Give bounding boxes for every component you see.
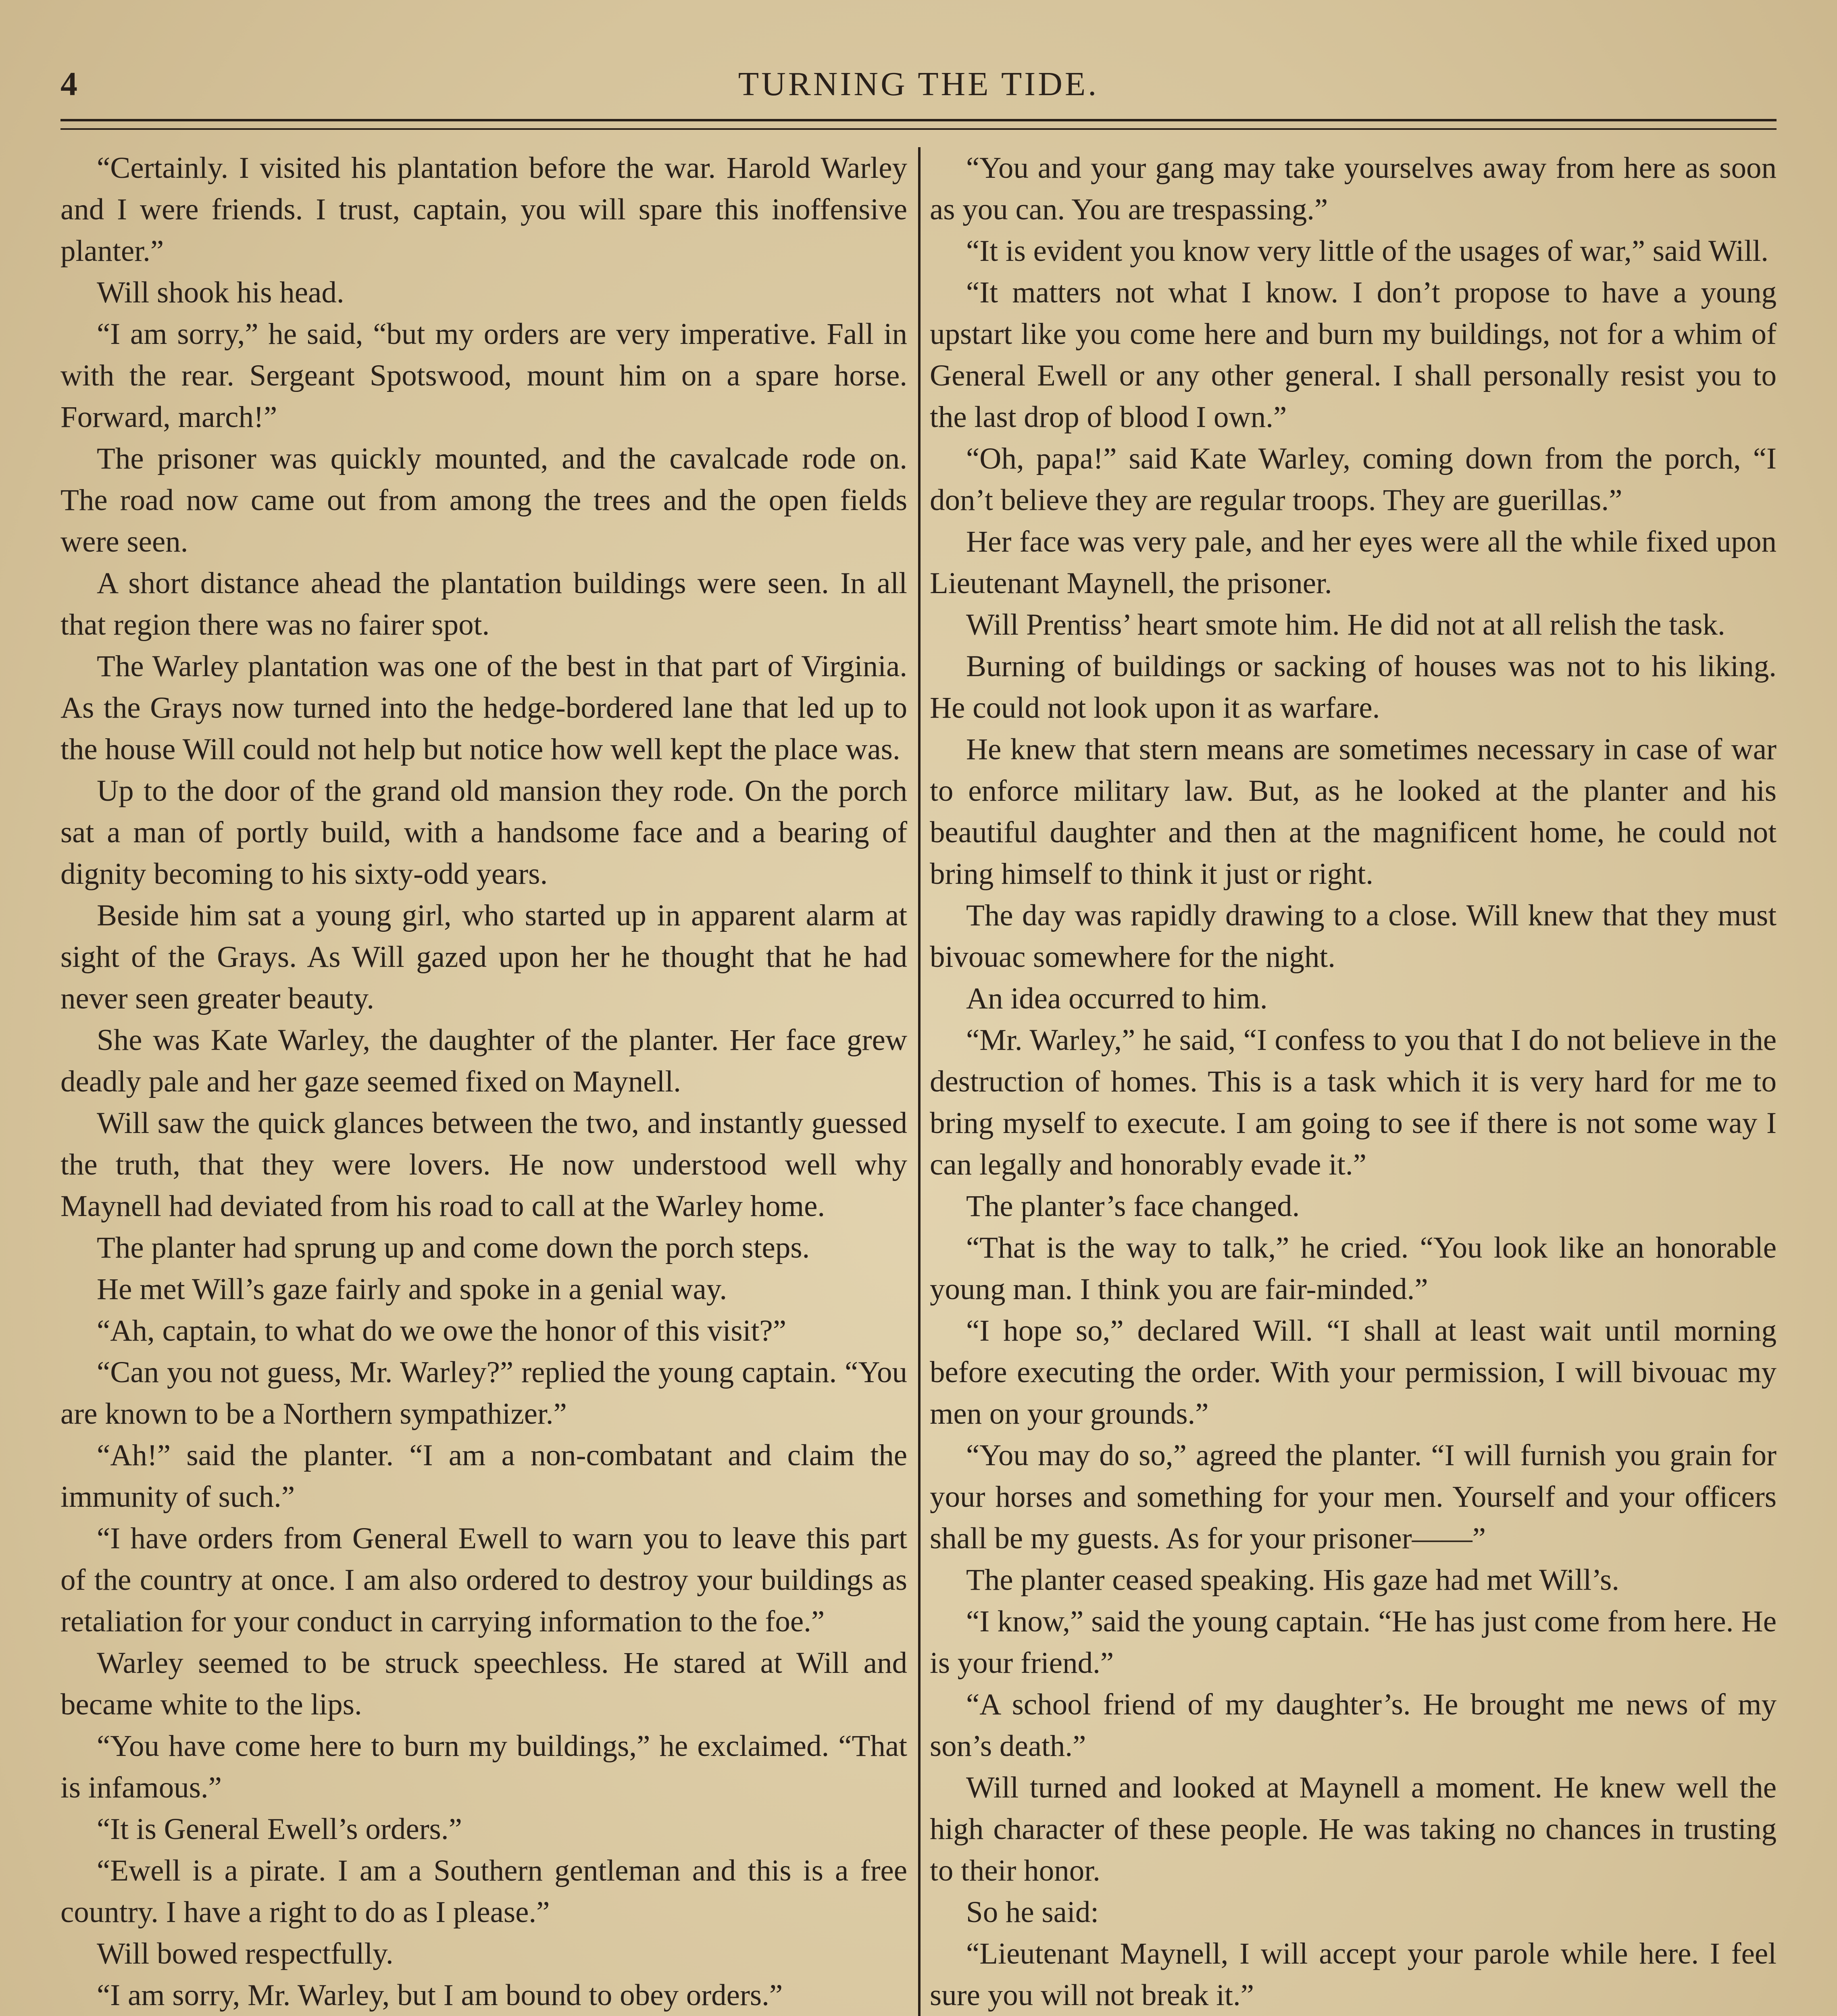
paragraph: Will bowed respectfully. <box>97 1937 394 1970</box>
paragraph: “Can you not guess, Mr. Warley?” replied the young captain. “You are known to be a Northern sympathizer.” <box>60 1356 907 1431</box>
paragraph: “I have orders from General Ewell to warn you to leave this part of the country at once. I am also ordered to destroy your buildings as retaliation for your conduct in carrying information to the foe.” <box>60 1522 907 1638</box>
paragraph: “It is evident you know very little of the usages of war,” said Will. <box>966 234 1769 268</box>
paragraph: The prisoner was quickly mounted, and the cavalcade rode on. The road now came out from among the trees and the open fields were seen. <box>60 442 907 558</box>
paragraph: Will shook his head. <box>97 276 344 309</box>
column-divider <box>918 147 921 2016</box>
paragraph: “It matters not what I know. I don’t propose to have a young upstart like you come here and burn my buildings, not for a whim of General Ewell or any other general. I shall personally resist you to the last drop of blood I own.” <box>930 276 1777 434</box>
left-column <box>60 147 907 2016</box>
paragraph: She was Kate Warley, the daughter of the planter. Her face grew deadly pale and her gaze seemed fixed on Maynell. <box>60 1023 907 1098</box>
paragraph: The Warley plantation was one of the best in that part of Virginia. As the Grays now turned into the hedge-bordered lane that led up to the house Will could not help but notice how well kept the place was. <box>60 650 907 766</box>
paragraph: “Ah!” said the planter. “I am a non-combatant and claim the immunity of such.” <box>60 1439 907 1514</box>
page-number: 4 <box>60 65 77 103</box>
paragraph: “Certainly. I visited his plantation before the war. Harold Warley and I were friends. I trust, captain, you will spare this inoffensive planter.” <box>60 151 907 268</box>
paragraph: He met Will’s gaze fairly and spoke in a genial way. <box>97 1272 727 1306</box>
header-rule-top <box>60 119 1777 121</box>
paragraph: “I know,” said the young captain. “He has just come from here. He is your friend.” <box>930 1605 1777 1680</box>
paragraph: Beside him sat a young girl, who started up in apparent alarm at sight of the Grays. As Will gazed upon her he thought that he had never seen greater beauty. <box>60 899 907 1015</box>
paragraph: Will saw the quick glances between the two, and instantly guessed the truth, that they were lovers. He now understood well why Maynell had deviated from his road to call at the Warley home. <box>60 1106 907 1223</box>
paragraph: Burning of buildings or sacking of houses was not to his liking. He could not look upon it as warfare. <box>930 650 1777 725</box>
paragraph: “You have come here to burn my buildings,” he exclaimed. “That is infamous.” <box>60 1729 907 1804</box>
paragraph: The day was rapidly drawing to a close. Will knew that they must bivouac somewhere for the night. <box>930 899 1777 974</box>
running-title: TURNING THE TIDE. <box>738 65 1099 103</box>
paragraph: Will Prentiss’ heart smote him. He did not at all relish the task. <box>966 608 1725 641</box>
paragraph: Up to the door of the grand old mansion they rode. On the porch sat a man of portly build, with a handsome face and a bearing of dignity becoming to his sixty-odd years. <box>60 774 907 891</box>
paragraph: “You may do so,” agreed the planter. “I will furnish you grain for your horses and something for your men. Yourself and your officers shall be my guests. As for your prisoner——” <box>930 1439 1777 1555</box>
paragraph: So he said: <box>966 1895 1099 1929</box>
paragraph: Her face was very pale, and her eyes were all the while fixed upon Lieutenant Maynell, the prisoner. <box>930 525 1777 600</box>
paragraph: “I hope so,” declared Will. “I shall at least wait until morning before executing the order. With your permission, I will bivouac my men on your grounds.” <box>930 1314 1777 1431</box>
paragraph: He knew that stern means are sometimes necessary in case of war to enforce military law. But, as he looked at the planter and his beautiful daughter and then at the magnificent home, he could not bring himself to think it just or right. <box>930 733 1777 891</box>
paragraph: “You and your gang may take yourselves away from here as soon as you can. You are trespassing.” <box>930 151 1777 226</box>
paragraph: The planter had sprung up and come down the porch steps. <box>97 1231 810 1264</box>
paragraph: The planter ceased speaking. His gaze had met Will’s. <box>966 1563 1620 1597</box>
paragraph: “That is the way to talk,” he cried. “You look like an honorable young man. I think you are fair-minded.” <box>930 1231 1777 1306</box>
paragraph: Warley seemed to be struck speechless. He stared at Will and became white to the lips. <box>60 1646 907 1721</box>
paragraph: “Lieutenant Maynell, I will accept your parole while here. I feel sure you will not break it.” <box>930 1937 1777 2012</box>
paragraph: The planter’s face changed. <box>966 1189 1300 1223</box>
page-header <box>60 60 1777 109</box>
paragraph: “It is General Ewell’s orders.” <box>97 1812 462 1846</box>
paragraph: “Mr. Warley,” he said, “I confess to you that I do not believe in the destruction of homes. This is a task which it is very hard for me to bring myself to execute. I am going to see if there is not some way I can legally and honorably evade it.” <box>930 1023 1777 1181</box>
paragraph: “Ewell is a pirate. I am a Southern gentleman and this is a free country. I have a right to do as I please.” <box>60 1854 907 1929</box>
paragraph: “Oh, papa!” said Kate Warley, coming down from the porch, “I don’t believe they are regular troops. They are guerillas.” <box>930 442 1777 517</box>
header-rule-bottom <box>60 128 1777 130</box>
paragraph: “I am sorry, Mr. Warley, but I am bound to obey orders.” <box>97 1979 783 2012</box>
paragraph: “A school friend of my daughter’s. He brought me news of my son’s death.” <box>930 1688 1777 1763</box>
paragraph: “I am sorry,” he said, “but my orders are very imperative. Fall in with the rear. Sergeant Spotswood, mount him on a spare horse. Forward, march!” <box>60 317 907 434</box>
right-column <box>930 147 1777 2016</box>
paragraph: An idea occurred to him. <box>966 982 1268 1015</box>
paragraph: Will turned and looked at Maynell a moment. He knew well the high character of these people. He was taking no chances in trusting to their honor. <box>930 1771 1777 1887</box>
paragraph: “Ah, captain, to what do we owe the honor of this visit?” <box>97 1314 786 1347</box>
paragraph: A short distance ahead the plantation buildings were seen. In all that region there was no fairer spot. <box>60 566 907 641</box>
